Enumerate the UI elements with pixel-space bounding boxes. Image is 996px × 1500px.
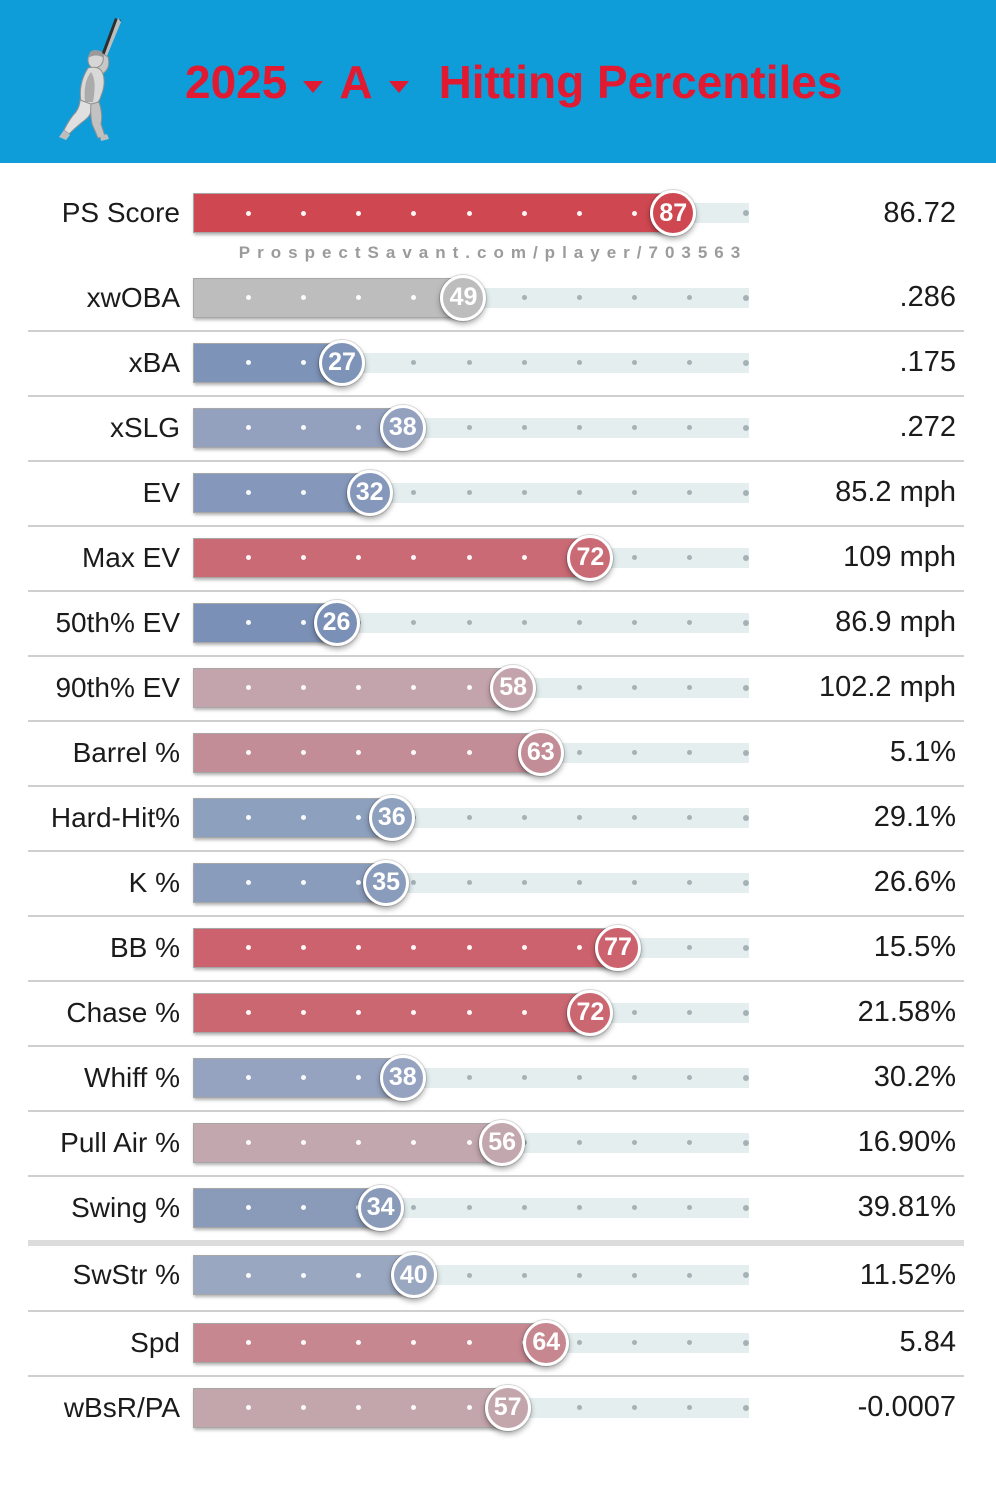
percentile-bubble: 38 — [380, 1055, 426, 1101]
decile-dot — [301, 620, 306, 625]
decile-dot — [467, 1340, 472, 1345]
decile-dot — [743, 1010, 749, 1016]
watermark: ProspectSavant.com/player/703563 — [238, 243, 748, 262]
stat-label: Max EV — [81, 541, 180, 573]
decile-dot — [246, 1075, 251, 1080]
percentile-bubble: 57 — [485, 1385, 531, 1431]
stat-row — [0, 590, 996, 655]
decile-dot — [577, 360, 582, 365]
decile-dot — [246, 1273, 251, 1278]
decile-dot — [301, 1273, 306, 1278]
year-dropdown-caret-icon[interactable] — [303, 81, 323, 93]
stat-row — [0, 330, 996, 395]
percentile-bubble: 34 — [358, 1185, 404, 1231]
decile-dot — [577, 1340, 582, 1345]
decile-dot — [301, 1205, 306, 1210]
decile-dot — [743, 815, 749, 821]
decile-dot — [301, 360, 306, 365]
percentile-bar — [193, 1119, 753, 1167]
decile-dot — [301, 945, 306, 950]
decile-dot — [577, 490, 582, 495]
decile-dot — [522, 815, 527, 820]
percentile-bubble: 26 — [314, 600, 360, 646]
stat-value: 86.72 — [883, 196, 956, 229]
percentile-bar — [193, 664, 753, 712]
decile-dot — [743, 1140, 749, 1146]
stat-value: 30.2% — [873, 1061, 956, 1093]
decile-dot — [301, 750, 306, 755]
decile-dot — [467, 750, 472, 755]
percentile-bar — [193, 469, 753, 517]
rows — [0, 163, 996, 1440]
decile-dot — [301, 555, 306, 560]
stat-row — [0, 915, 996, 980]
bar-fill — [193, 1058, 405, 1098]
decile-dot — [687, 1273, 692, 1278]
stat-row — [0, 183, 996, 243]
stat-value: 86.9 mph — [835, 606, 956, 638]
decile-dot — [577, 1273, 582, 1278]
stat-row — [0, 460, 996, 525]
decile-dot — [743, 360, 749, 366]
decile-dot — [522, 1205, 527, 1210]
percentile-bubble: 32 — [347, 470, 393, 516]
decile-dot — [467, 1405, 472, 1410]
stat-value: .272 — [899, 411, 956, 443]
decile-dot — [743, 1075, 749, 1081]
decile-dot — [246, 750, 251, 755]
stat-label: Pull Air % — [60, 1126, 180, 1158]
decile-dot — [522, 490, 527, 495]
percentile-bubble: 87 — [650, 190, 696, 236]
percentile-bubble: 40 — [391, 1252, 437, 1298]
decile-dot — [411, 211, 416, 216]
decile-dot — [301, 1010, 306, 1015]
percentile-bar — [193, 924, 753, 972]
bar-fill — [193, 278, 465, 318]
page-header — [0, 0, 996, 163]
decile-dot — [301, 880, 306, 885]
decile-dot — [577, 1405, 582, 1410]
bar-fill — [193, 1388, 510, 1428]
decile-dot — [467, 1140, 472, 1145]
decile-dot — [522, 211, 527, 216]
decile-dot — [743, 555, 749, 561]
decile-dot — [246, 555, 251, 560]
decile-dot — [577, 880, 582, 885]
decile-dot — [301, 1405, 306, 1410]
decile-dot — [743, 945, 749, 951]
percentile-bubble: 64 — [523, 1320, 569, 1366]
stat-label: Spd — [130, 1326, 180, 1358]
stat-label: EV — [142, 476, 180, 508]
decile-dot — [246, 490, 251, 495]
decile-dot — [467, 1010, 472, 1015]
decile-dot — [743, 620, 749, 626]
stat-row — [0, 1375, 996, 1440]
decile-dot — [577, 620, 582, 625]
stat-row — [0, 1110, 996, 1175]
decile-dot — [467, 555, 472, 560]
decile-dot — [467, 1273, 472, 1278]
percentile-bar — [193, 1184, 753, 1232]
decile-dot — [577, 945, 582, 950]
title-text: Hitting Percentiles — [438, 55, 843, 108]
percentile-bar — [193, 859, 753, 907]
bar-fill — [193, 928, 620, 968]
percentile-bubble: 49 — [440, 275, 486, 321]
decile-dot — [467, 815, 472, 820]
percentile-bubble: 27 — [319, 340, 365, 386]
stat-label: Chase % — [66, 996, 180, 1028]
percentile-bubble: 63 — [518, 730, 564, 776]
stat-value: .175 — [899, 346, 956, 378]
percentile-bubble: 38 — [380, 405, 426, 451]
decile-dot — [467, 880, 472, 885]
stat-value: -0.0007 — [857, 1391, 956, 1423]
percentile-bar — [193, 989, 753, 1037]
decile-dot — [246, 360, 251, 365]
decile-dot — [522, 1075, 527, 1080]
stat-label: SwStr % — [72, 1259, 180, 1290]
decile-dot — [246, 620, 251, 625]
decile-dot — [301, 211, 306, 216]
decile-dot — [301, 1075, 306, 1080]
stat-label: Whiff % — [84, 1061, 180, 1093]
decile-dot — [522, 555, 527, 560]
bar-fill — [193, 993, 592, 1033]
stat-label: PS Score — [61, 197, 180, 228]
level-selector[interactable]: A — [339, 55, 373, 108]
decile-dot — [356, 1273, 361, 1278]
stat-row — [0, 265, 996, 330]
decile-dot — [577, 750, 582, 755]
stat-label: BB % — [109, 931, 180, 963]
stat-row — [0, 395, 996, 460]
batter-silhouette-icon — [55, 16, 133, 147]
percentile-bar — [193, 794, 753, 842]
decile-dot — [577, 1075, 582, 1080]
decile-dot — [301, 815, 306, 820]
stat-row — [0, 785, 996, 850]
decile-dot — [301, 1140, 306, 1145]
stat-label: 50th% EV — [55, 606, 180, 638]
percentile-bar — [193, 1384, 753, 1432]
decile-dot — [467, 211, 472, 216]
decile-dot — [577, 1205, 582, 1210]
stat-value: 16.90% — [857, 1126, 956, 1158]
decile-dot — [632, 1273, 637, 1278]
decile-dot — [246, 1340, 251, 1345]
percentile-bar — [193, 599, 753, 647]
stat-row — [0, 525, 996, 590]
stat-label: Swing % — [71, 1191, 180, 1223]
decile-dot — [467, 685, 472, 690]
decile-dot — [632, 211, 637, 216]
bar-fill — [193, 193, 675, 233]
percentile-bar — [193, 729, 753, 777]
percentile-bar — [193, 404, 753, 452]
decile-dot — [522, 880, 527, 885]
decile-dot — [743, 425, 749, 431]
decile-dot — [577, 1140, 582, 1145]
stat-label: Barrel % — [72, 736, 180, 768]
percentile-bar — [193, 1251, 753, 1299]
stat-row — [0, 655, 996, 720]
bar-fill — [193, 408, 405, 448]
percentile-bubble: 56 — [479, 1120, 525, 1166]
stat-label: xwOBA — [86, 281, 180, 313]
decile-dot — [577, 685, 582, 690]
bar-fill — [193, 473, 372, 513]
stat-label: Hard-Hit% — [50, 801, 180, 833]
stat-value: 102.2 mph — [818, 671, 956, 703]
stat-label: 90th% EV — [55, 671, 180, 703]
bar-fill — [193, 538, 592, 578]
decile-dot — [467, 1205, 472, 1210]
decile-dot — [467, 425, 472, 430]
decile-dot — [522, 1273, 527, 1278]
stat-value: 39.81% — [857, 1191, 956, 1223]
stat-value: 109 mph — [843, 541, 956, 573]
decile-dot — [522, 945, 527, 950]
decile-dot — [467, 945, 472, 950]
stat-value: 21.58% — [857, 996, 956, 1028]
decile-dot — [246, 1010, 251, 1015]
stat-label: wBsR/PA — [63, 1391, 180, 1423]
stat-row — [0, 980, 996, 1045]
stat-value: 5.1% — [889, 736, 956, 768]
decile-dot — [577, 815, 582, 820]
percentile-bubble: 35 — [363, 860, 409, 906]
decile-dot — [246, 211, 251, 216]
decile-dot — [522, 425, 527, 430]
decile-dot — [467, 490, 472, 495]
decile-dot — [522, 620, 527, 625]
percentile-bar — [193, 339, 753, 387]
decile-dot — [356, 211, 361, 216]
decile-dot — [301, 490, 306, 495]
decile-dot — [577, 425, 582, 430]
stat-label: K % — [128, 866, 180, 898]
decile-dot — [467, 360, 472, 365]
decile-dot — [577, 295, 582, 300]
stat-row — [0, 850, 996, 915]
percentile-bubble: 72 — [567, 535, 613, 581]
decile-dot — [743, 880, 749, 886]
level-dropdown-caret-icon[interactable] — [389, 81, 409, 93]
stat-row — [0, 1175, 996, 1240]
decile-dot — [743, 490, 749, 496]
percentile-bar — [193, 534, 753, 582]
stat-value: 29.1% — [873, 801, 956, 833]
stat-label: xBA — [128, 346, 180, 378]
percentile-bubble: 77 — [595, 925, 641, 971]
decile-dot — [301, 295, 306, 300]
stat-value: .286 — [899, 281, 956, 313]
bar-fill — [193, 798, 394, 838]
decile-dot — [246, 815, 251, 820]
percentile-bar — [193, 1054, 753, 1102]
decile-dot — [743, 1272, 749, 1278]
decile-dot — [522, 1010, 527, 1015]
stat-row — [0, 720, 996, 785]
stat-value: 15.5% — [873, 931, 956, 963]
decile-dot — [467, 620, 472, 625]
stat-value: 5.84 — [899, 1326, 956, 1358]
stat-value: 11.52% — [859, 1258, 956, 1291]
decile-dot — [743, 210, 749, 216]
decile-dot — [301, 425, 306, 430]
percentile-bubble: 72 — [567, 990, 613, 1036]
stat-row — [0, 1240, 996, 1310]
decile-dot — [522, 295, 527, 300]
decile-dot — [743, 685, 749, 691]
stat-label: xSLG — [109, 411, 180, 443]
decile-dot — [743, 1405, 749, 1411]
stat-row — [0, 1045, 996, 1110]
decile-dot — [743, 1340, 749, 1346]
decile-dot — [246, 880, 251, 885]
decile-dot — [743, 1205, 749, 1211]
decile-dot — [246, 685, 251, 690]
decile-dot — [743, 750, 749, 756]
percentile-bubble: 58 — [490, 665, 536, 711]
percentile-bubble: 36 — [369, 795, 415, 841]
decile-dot — [246, 425, 251, 430]
percentile-bar — [193, 189, 753, 237]
stat-value: 85.2 mph — [835, 476, 956, 508]
decile-dot — [246, 945, 251, 950]
year-selector[interactable]: 2025 — [185, 55, 288, 108]
bar-fill — [193, 1188, 383, 1228]
decile-dot — [301, 1340, 306, 1345]
page-title — [185, 55, 842, 109]
decile-dot — [246, 295, 251, 300]
percentile-bar — [193, 1319, 753, 1367]
decile-dot — [246, 1140, 251, 1145]
percentile-bar — [193, 274, 753, 322]
decile-dot — [301, 685, 306, 690]
decile-dot — [246, 1205, 251, 1210]
stat-row — [0, 1310, 996, 1375]
decile-dot — [467, 1075, 472, 1080]
bar-fill — [193, 1123, 504, 1163]
decile-dot — [522, 360, 527, 365]
decile-dot — [743, 295, 749, 301]
stat-value: 26.6% — [873, 866, 956, 898]
decile-dot — [246, 1405, 251, 1410]
decile-dot — [577, 211, 582, 216]
